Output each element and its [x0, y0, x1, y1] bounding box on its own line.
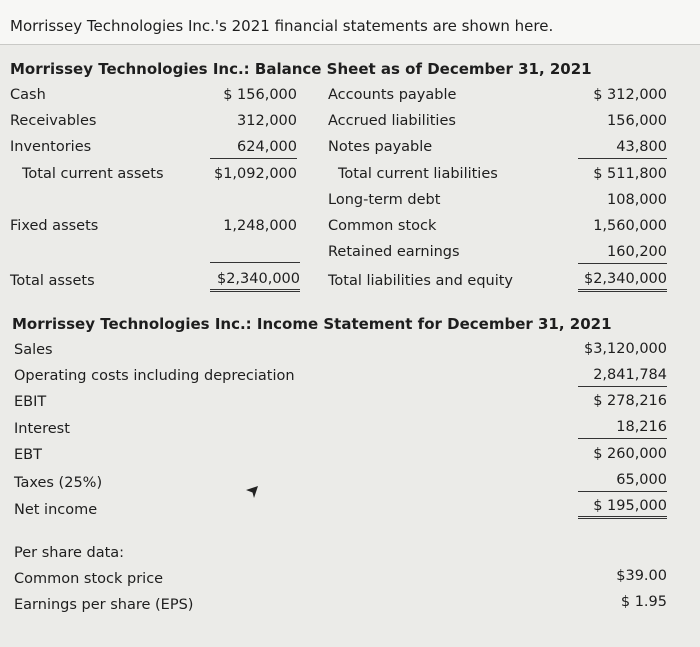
- asset-rule: [210, 262, 300, 263]
- liab-value-notes-payable: 43,800: [578, 139, 667, 159]
- liab-label-notes-payable: Notes payable: [328, 139, 433, 155]
- is-value-sales: $3,120,000: [583, 341, 667, 357]
- liab-label-accounts-payable: Accounts payable: [328, 87, 457, 103]
- asset-label-fixed: Fixed assets: [10, 218, 99, 234]
- is-label-ebt: EBT: [14, 447, 42, 463]
- is-value-ebt: $ 260,000: [593, 446, 667, 462]
- ps-value-eps: $ 1.95: [620, 594, 667, 610]
- asset-label-total-current: Total current assets: [22, 166, 164, 182]
- income-statement-title: Morrissey Technologies Inc.: Income Statement for December 31, 2021: [12, 315, 612, 333]
- liab-label-long-term-debt: Long-term debt: [328, 192, 441, 208]
- mouse-cursor-icon: [244, 484, 260, 500]
- asset-label-total: Total assets: [10, 273, 95, 289]
- asset-value-fixed: 1,248,000: [223, 218, 297, 234]
- liab-label-total: Total liabilities and equity: [328, 273, 514, 289]
- is-label-taxes: Taxes (25%): [14, 475, 103, 491]
- liab-label-accrued: Accrued liabilities: [328, 113, 456, 129]
- is-label-ebit: EBIT: [14, 394, 47, 410]
- is-label-operating-costs: Operating costs including depreciation: [14, 368, 295, 384]
- asset-value-receivables: 312,000: [237, 113, 297, 129]
- is-value-taxes: 65,000: [578, 472, 667, 492]
- intro-text: Morrissey Technologies Inc.'s 2021 financial statements are shown here.: [10, 17, 554, 35]
- liab-value-retained-earnings: 160,200: [578, 244, 667, 264]
- is-value-operating-costs: 2,841,784: [578, 367, 667, 387]
- asset-value-cash: $ 156,000: [223, 87, 297, 103]
- liab-value-total-current: $ 511,800: [593, 166, 667, 182]
- ps-value-stock-price: $39.00: [616, 568, 667, 584]
- asset-value-inventories: 624,000: [210, 139, 297, 159]
- liab-label-common-stock: Common stock: [328, 218, 437, 234]
- balance-sheet-title: Morrissey Technologies Inc.: Balance Sheet as of December 31, 2021: [10, 60, 592, 78]
- per-share-header: Per share data:: [14, 545, 125, 561]
- asset-label-cash: Cash: [10, 87, 46, 103]
- is-value-net-income: $ 195,000: [578, 498, 667, 519]
- liab-value-long-term-debt: 108,000: [607, 192, 667, 208]
- ps-label-stock-price: Common stock price: [14, 571, 164, 587]
- liab-value-total: $2,340,000: [578, 271, 667, 292]
- liab-value-accrued: 156,000: [607, 113, 667, 129]
- is-label-sales: Sales: [14, 342, 53, 358]
- is-label-interest: Interest: [14, 421, 70, 437]
- is-label-net-income: Net income: [14, 502, 98, 518]
- asset-value-total-current: $1,092,000: [213, 166, 297, 182]
- is-value-ebit: $ 278,216: [593, 393, 667, 409]
- liab-value-common-stock: 1,560,000: [593, 218, 667, 234]
- liab-label-retained-earnings: Retained earnings: [328, 244, 460, 260]
- asset-label-receivables: Receivables: [10, 113, 97, 129]
- liab-value-accounts-payable: $ 312,000: [593, 87, 667, 103]
- asset-value-total: $2,340,000: [210, 271, 300, 292]
- is-value-interest: 18,216: [578, 419, 667, 439]
- asset-label-inventories: Inventories: [10, 139, 92, 155]
- liab-label-total-current: Total current liabilities: [338, 166, 498, 182]
- ps-label-eps: Earnings per share (EPS): [14, 597, 194, 613]
